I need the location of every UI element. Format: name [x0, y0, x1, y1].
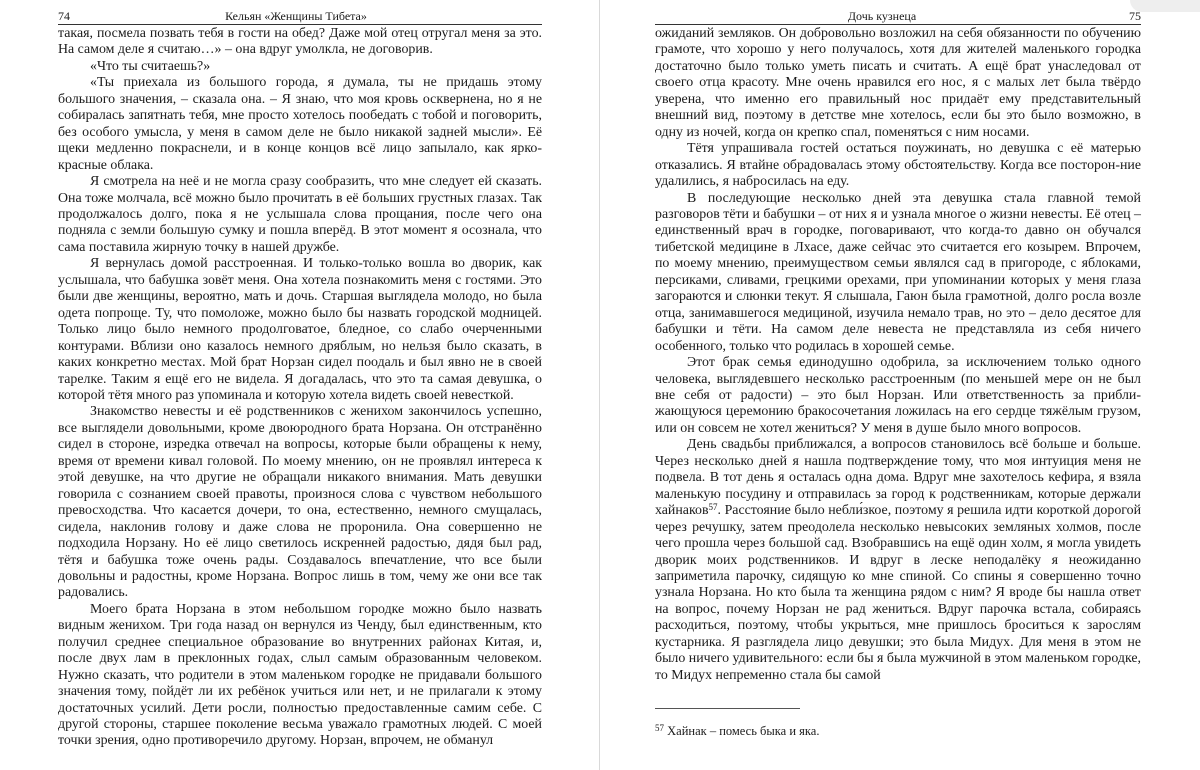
footnote-text: Хайнак – помесь быка и яка. — [667, 724, 820, 738]
footnote-rule — [655, 708, 800, 709]
paragraph-text: Расстояние было небли́зкое, поэтому я решила идти короткой дорогой через речушку, затем преодолела несколько невысоких земляных холмов, после чего прошла через большой сад. Взобравшись на ещё один холм, я могла увидеть дворик моих родственников. И вдруг в леске неподалёку я неожиданно заприметила парочку, сидящую ко мне спиной. Со спины я совершенно точно узнала Норзана. Но кто была та женщина рядом с ним? Я вроде бы нашла ответ на вопрос, почему Норзан не рад жениться. Вдруг парочка встала, собираясь расходиться, поэтому, чтобы укрыться, мне пришлось броситься к зарослям кустарника. Я разглядела лицо девушки; это была Мидух. Для меня в этом не было ничего удивительного: если бы я была мужчиной в этом маленьком городке, то Мидух непременно стала бы самой — [655, 503, 1142, 683]
paragraph: В последующие несколько дней эта девушка стала главной темой разговоров тёти и бабушки – от них я и узнала многое о жизни невесты. Её отец – единственный врач в городке, поговаривают, что когда-то давно он обучался тибетской медицине в Лхасе, даже сейчас это считается его козырем. Впрочем, по моему мнению, преимуществом семьи являлся сад в пригороде, с яблоками, персиками, сливами, грецкими орехами, при упоминании которых у меня глаза загораются и слюнки текут. Я слышала, Гаюн была грамотной, долго росла возле отца, занимавшегося медициной, изучила немало трав, но это – дело десятое для бабушки и тёти. На самом деле невеста не представляла из себя ничего особенного, только что родилась в хорошей семье. — [655, 190, 1141, 354]
paragraph: Я вернулась домой расстроенная. И только-только вошла во дворик, как услышала, что бабушка зовёт меня. Она хотела познакомить меня с гостями. Это были две женщины, вероятно, мать и дочь. Старшая выглядела молодо, но была одета попроще. Ту, что помоложе, можно было бы назвать городской модницей. Только лицо было немного продолговатое, бледное, со слабо очерченными контурами. Вблизи оно казалось немного дряблым, но нельзя было сказать, в каких конкретно местах. Мой брат Норзан сидел поодаль и был явно не в своей тарелке. Таким я ещё его не видела. Я догадалась, что это та самая девушка, о которой тётя много раз упоминала и которую хотела видеть своей невесткой. — [58, 256, 542, 403]
paragraph-text: День свадьбы приближался, а вопросов становилось всё больше и больше. Через несколько дней я нашла подтверждение тому, что моя интуиция меня не подвела. В тот день я осталась одна дома. Вдруг мне захотелось кефира, я взяла маленькую посудину и отправилась за город к родственникам, которые держали хайнаков — [655, 437, 1141, 519]
page-gutter — [599, 0, 600, 770]
paragraph: Я смотрела на неё и не могла сразу сообразить, что мне следует ей сказать. Она тоже молчала, всё можно было прочитать в её больших грустных глазах. Так продолжалось долго, пока я не услышала слова прощания, после чего она подняла с земли большую сумку и пошла вперёд. В этот момент я осознала, что сама поставила жирную точку в нашей дружбе. — [58, 174, 542, 255]
left-page-body — [58, 26, 542, 750]
right-running-head — [655, 8, 1141, 25]
paragraph: «Ты приехала из большого города, я думала, ты не придашь этому большого значения, – сказала она. – Я знаю, что моя кровь осквернена, но я не собиралась запятнать тебя, мне просто хотелось пообедать с тобой и поговорить, без особого умысла, у меня в самом деле не было никакой задней мысли». Её щеки медленно покраснели, и в конце концов всё лицо запылало, как ярко-красные облака. — [58, 75, 542, 173]
paragraph: Тётя упрашивала гостей остаться поужинать, но девушка с её матерью отказались. Я втайне обрадовалась этому обстоятельству. Когда все посторон-ние удалились, я набросилась на еду. — [655, 141, 1141, 190]
paragraph: Моего брата Норзана в этом небольшом городке можно было назвать видным женихом. Три года назад он вернулся из Ченду, был единственным, кто получил среднее специальное образование во внутренних районах Китая, и, после двух лам в преклонных годах, слыл самым образованным человеком. Нужно сказать, что родители в этом маленьком городке не придавали большого значения тому, пойдёт ли их ребёнок учиться или нет, и не прилагали к этому достаточных усилий. Дети росли, полностью предоставленные самим себе. С другой стороны, старшее поколение весьма уважало грамотных людей. С моей точки зрения, одно противоречило другому. Норзан, впрочем, не обманул — [58, 601, 542, 749]
right-page — [655, 8, 1142, 738]
paragraph: День свадьбы приближался, а вопросов становилось всё больше и больше. Через несколько дней я нашла подтверждение тому, что моя интуиция меня не подвела. В тот день я осталась одна дома. Вдруг мне захотелось кефира, я взяла маленькую посудину и отправилась за город к родственникам, которые держали хайнаков$^{57}$. Расстояние было небли́зкое, поэтому я решила идти короткой дорогой через речушку, затем преодолела несколько невысоких земляных холмов, после чего прошла через большой сад. Взобравшись на ещё один холм, я могла увидеть дворик моих родственников. И вдруг в леске неподалёку я неожиданно заприметила парочку, сидящую ко мне спиной. Со спины я совершенно точно узнала Норзана. Но кто была та женщина рядом с ним? Я вроде бы нашла ответ на вопрос, почему Норзан не рад жениться. Вдруг парочка встала, собираясь расходиться, поэтому, чтобы укрыться, мне пришлось броситься к зарослям кустарника. Я разглядела лицо девушки; это была Мидух. Для меня в этом не было ничего удивительного: если бы я была мужчиной в этом маленьком городке, то Мидух непременно стала бы самой — [655, 437, 1142, 683]
paragraph: «Что ты считаешь?» — [90, 58, 211, 74]
paragraph: Этот брак семья единодушно одобрила, за исключением только одного человека, выглядевшего несколько расстроенным (по меньшей мере он не был вне себя от радости) – это был Норзан. Или ответственность за прибли-жающуюся церемонию бракосочетания ложилась на его сердце тяжёлым грузом, или он совсем не хотел жениться? У меня в душе было много вопросов. — [655, 355, 1141, 436]
left-page — [58, 8, 542, 750]
left-page-number: 74 — [58, 9, 70, 23]
paragraph: ожиданий земляков. Он добровольно возложил на себя обязанности по обучению грамоте, что хорошо у него получалось, хотя для жителей маленького городка достаточно было только уметь писать и считать. А ещё брат унаследовал от своего отца красоту. Мне очень нравился его нос, я с малых лет была твёрдо уверена, что именно его правильный нос придаёт ему представительный внешний вид, поэтому в детстве мне хотелось, если бы это было возможно, в одну из ночей, когда он крепко спал, поменяться с ним носами. — [655, 26, 1141, 140]
right-page-number: 75 — [1129, 9, 1141, 23]
left-running-head — [58, 8, 542, 25]
right-running-title: Дочь кузнеца — [847, 9, 917, 23]
footnote-reference: 57 — [708, 502, 718, 513]
right-page-body — [655, 26, 1141, 684]
footnote-number: 57 — [655, 723, 664, 733]
paragraph: Знакомство невесты и её родственников с женихом закончилось успешно, все выглядели довольными, кроме двоюродного брата Норзана. Он отстранённо сидел в стороне, изредка отвечал на вопросы, которые были обращены к нему, время от времени кивал головой. По моему мнению, он не проявлял интереса к этой девушке, на что другие не обращали никакого внимания. Мать девушки говорила с сознанием своей правоты, произнося слова с чувством небольшого превосходства. Что касается дочери, то она, естественно, немного смущалась, сидела, наклонив голову и даже слова не проронила. Она совершенно не подходила Норзану. Но её лицо светилось искренней радостью, дядя был рад, тётя и бабушка тоже очень рады. Создавалось впечатление, что все были довольны и радостны, кроме Норзана. Вопрос лишь в том, чему же они все так радовались. — [58, 404, 542, 601]
left-running-title: Кельян «Женщины Тибета» — [225, 9, 367, 23]
footnote — [655, 724, 819, 738]
paragraph: такая, посмела позвать тебя в гости на обед? Даже мой отец отругал меня за это. На самом деле я считаю…» – она вдруг умолкла, не договорив. — [58, 26, 542, 58]
